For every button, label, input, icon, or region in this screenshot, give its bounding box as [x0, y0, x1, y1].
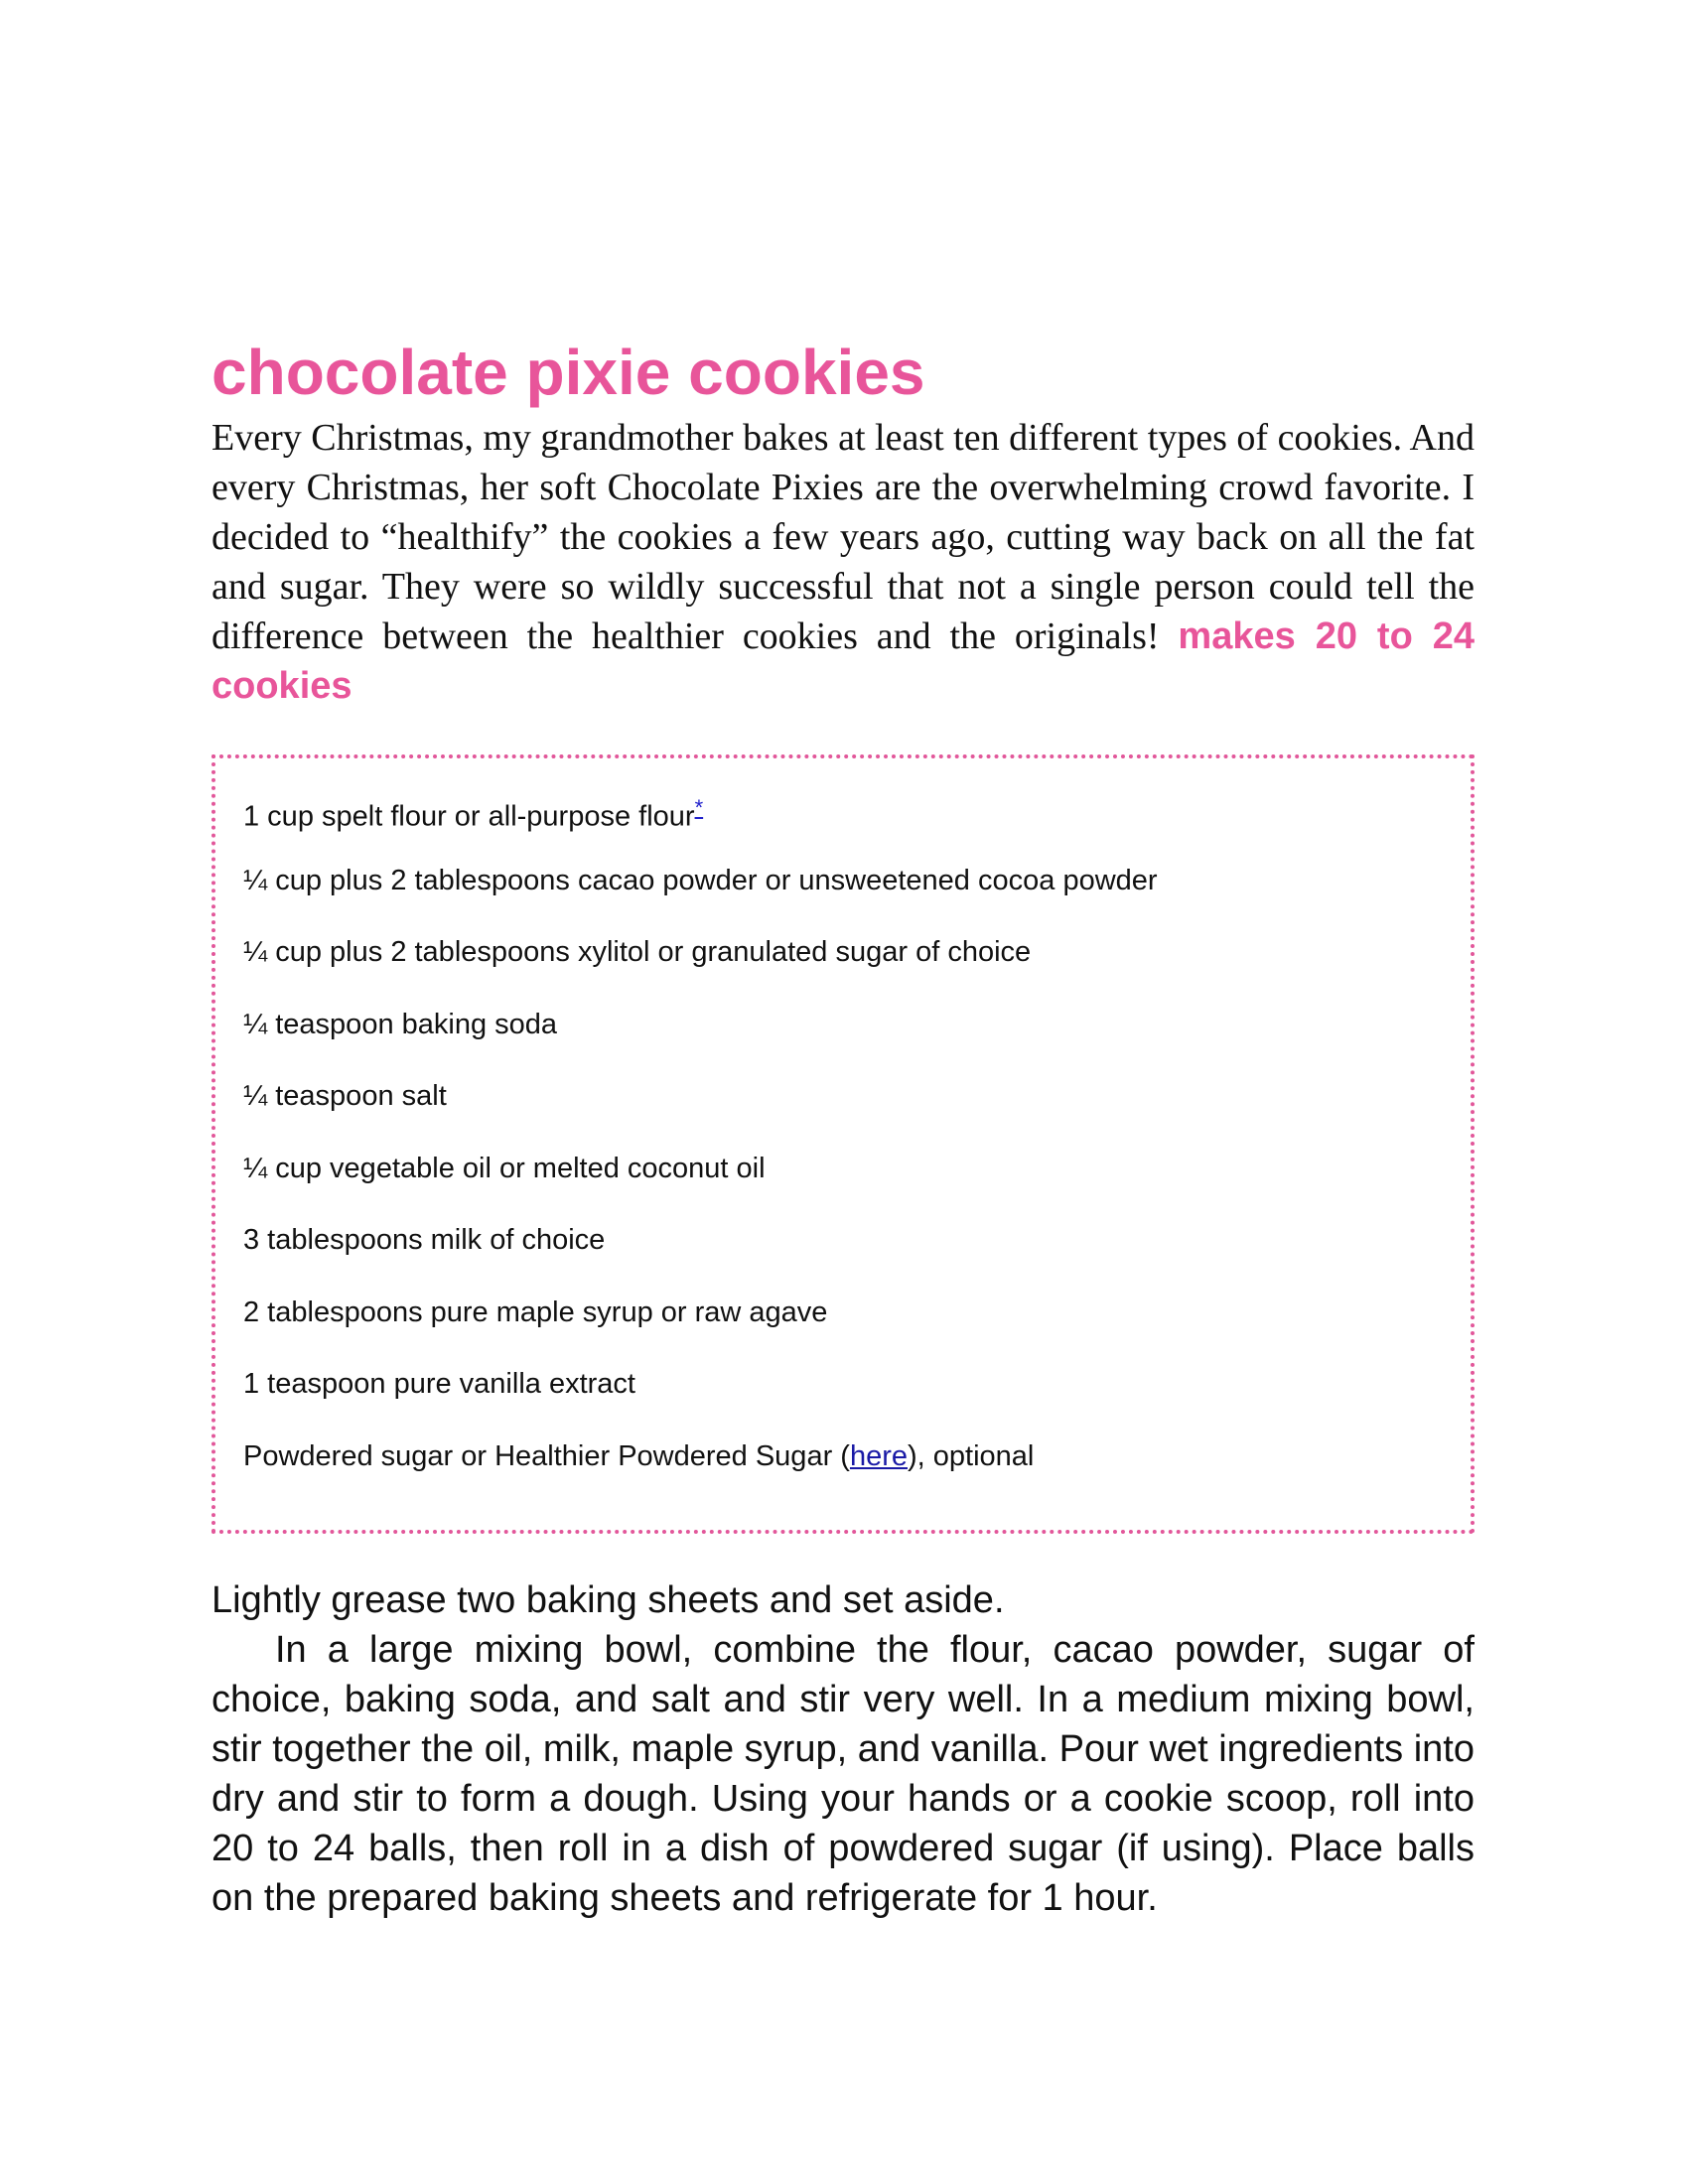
- ingredient-text-after: ), optional: [908, 1439, 1035, 1472]
- directions: [211, 1575, 1475, 1923]
- direction-step: In a large mixing bowl, combine the flour, cacao powder, sugar of choice, baking soda, and salt and stir very well. In a medium mixing bowl, stir together the oil, milk, maple syrup, and vanilla. Pour wet ingredients into dry and stir to form a dough. Using your hands or a cookie scoop, roll into 20 to 24 balls, then roll in a dish of powdered sugar (if using). Place balls on the prepared baking sheets and refrigerate for 1 hour.: [211, 1629, 1475, 1920]
- ingredient-item: ¼ teaspoon salt: [243, 1080, 447, 1113]
- ingredient-item: 3 tablespoons milk of choice: [243, 1224, 606, 1257]
- recipe-intro: [211, 413, 1475, 711]
- ingredient-item: 2 tablespoons pure maple syrup or raw agave: [243, 1296, 828, 1328]
- recipe-title: chocolate pixie cookies: [211, 337, 925, 408]
- ingredient-item: [243, 1436, 1443, 1509]
- intro-text: Every Christmas, my grandmother bakes at least ten different types of cookies. And every Christmas, her soft Chocolate Pixies are the overwhelming crowd favorite. I decided to “healthify” the cookies a few years ago, cutting way back on all the fat and sugar. They were so wildly successful that not a single person could tell the difference between the healthier cookies and the originals!: [211, 417, 1475, 658]
- ingredient-item: ¼ cup plus 2 tablespoons xylitol or granulated sugar of choice: [243, 936, 1032, 969]
- ingredient-item: ¼ cup plus 2 tablespoons cacao powder or unsweetened cocoa powder: [243, 864, 1158, 896]
- ingredients-box: [211, 754, 1475, 1534]
- ingredient-item: [243, 788, 1443, 861]
- ingredient-text: 1 cup spelt flour or all-purpose flour: [243, 801, 695, 834]
- ingredient-item: ¼ cup vegetable oil or melted coconut oil: [243, 1152, 766, 1184]
- footnote-marker[interactable]: *: [694, 795, 704, 821]
- recipe-page: [211, 338, 1475, 1923]
- ingredient-item: 1 teaspoon pure vanilla extract: [243, 1368, 635, 1401]
- direction-step: Lightly grease two baking sheets and set aside.: [211, 1579, 1005, 1622]
- ingredient-text-before: Powdered sugar or Healthier Powdered Sugar (: [243, 1439, 850, 1472]
- recipe-yield: makes 20 to 24 cookies: [211, 615, 1475, 708]
- powdered-sugar-link[interactable]: here: [849, 1439, 908, 1472]
- ingredient-item: ¼ teaspoon baking soda: [243, 1008, 558, 1040]
